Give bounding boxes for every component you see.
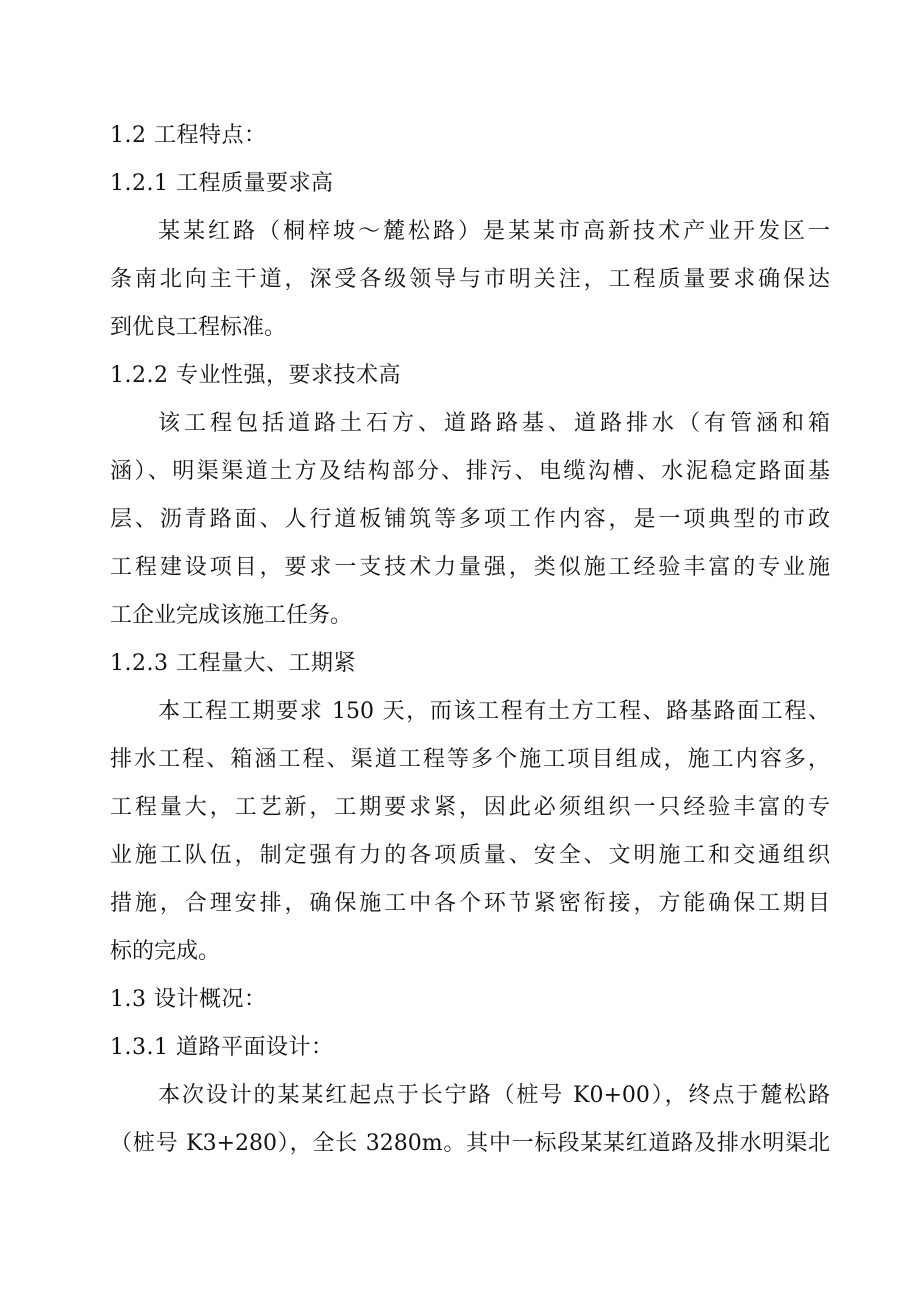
document-page [110, 112, 830, 1168]
paragraph-line: 涵）、明渠渠道土方及结构部分、排污、电缆沟槽、水泥稳定路面基 [110, 459, 830, 484]
paragraph-line: 到优良工程标准。 [110, 315, 287, 340]
section-heading-1-3-1: 1.3.1 道路平面设计： [110, 1035, 334, 1060]
section-heading-1-2-1: 1.2.1 工程质量要求高 [110, 171, 334, 196]
paragraph-line: 工程建设项目，要求一支技术力量强，类似施工经验丰富的专业施 [110, 555, 830, 580]
paragraph-line: 业施工队伍，制定强有力的各项质量、安全、文明施工和交通组织 [110, 843, 830, 868]
section-heading-1-2-3: 1.2.3 工程量大、工期紧 [110, 651, 356, 676]
paragraph-line: 本次设计的某某红起点于长宁路（桩号 K0+00），终点于麓松路 [158, 1083, 830, 1108]
paragraph-line: 层、沥青路面、人行道板铺筑等多项工作内容，是一项典型的市政 [110, 507, 830, 532]
paragraph-line: 措施，合理安排，确保施工中各个环节紧密衔接，方能确保工期目 [110, 891, 830, 916]
section-heading-1-2: 1.2 工程特点： [110, 123, 267, 148]
paragraph-line: 排水工程、箱涵工程、渠道工程等多个施工项目组成，施工内容多， [110, 747, 830, 772]
paragraph-line: 该工程包括道路土石方、道路路基、道路排水（有管涵和箱 [158, 411, 830, 436]
paragraph-line: （桩号 K3+280），全长 3280m。其中一标段某某红道路及排水明渠北 [110, 1131, 830, 1156]
section-heading-1-3: 1.3 设计概况： [110, 987, 267, 1012]
paragraph-line: 本工程工期要求 150 天，而该工程有土方工程、路基路面工程、 [158, 699, 830, 724]
paragraph-line: 某某红路（桐梓坡～麓松路）是某某市高新技术产业开发区一 [158, 219, 830, 244]
paragraph-line: 条南北向主干道，深受各级领导与市明关注，工程质量要求确保达 [110, 267, 830, 292]
paragraph-line: 标的完成。 [110, 939, 221, 964]
paragraph-line: 工程量大，工艺新，工期要求紧，因此必须组织一只经验丰富的专 [110, 795, 830, 820]
paragraph-line: 工企业完成该施工任务。 [110, 603, 353, 628]
section-heading-1-2-2: 1.2.2 专业性强，要求技术高 [110, 363, 401, 388]
